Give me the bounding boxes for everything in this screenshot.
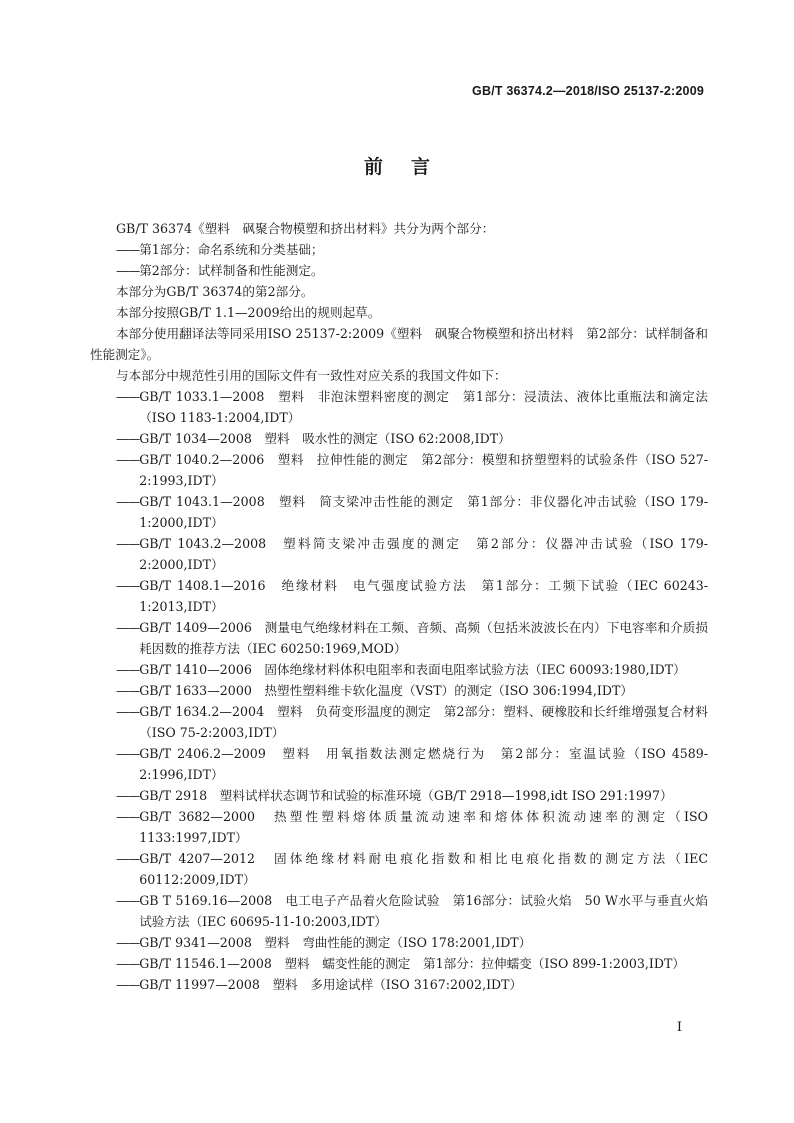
reference-text: GB/T 1034—2008 塑料 吸水性的测定（ISO 62:2008,IDT） (139, 431, 511, 446)
dash-mark: —— (116, 662, 140, 677)
dash-mark: —— (116, 578, 140, 593)
page-title: 前言 (363, 156, 458, 178)
reference-text: GB/T 1410—2006 固体绝缘材料体积电阻率和表面电阻率试验方法（IEC 60093:1980,IDT） (139, 662, 686, 677)
dash-mark: —— (116, 389, 140, 404)
reference-text: GB/T 11997—2008 塑料 多用途试样（ISO 3167:2002,IDT） (139, 977, 523, 992)
reference-text: GB/T 2406.2—2009 塑料 用氧指数法测定燃烧行为 第2部分：室温试验（ISO 4589-2:1996,IDT） (139, 746, 708, 782)
reference-text: GB/T 2918 塑料试样状态调节和试验的标准环境（GB/T 2918—1998,idt ISO 291:1997） (139, 788, 673, 803)
dash-mark: —— (116, 746, 140, 761)
drafting-rules-statement: 本部分按照GB/T 1.1—2009给出的规则起草。 (116, 305, 381, 320)
reference-item (90, 953, 708, 974)
reference-text: GB/T 1408.1—2016 绝缘材料 电气强度试验方法 第1部分：工频下试验（IEC 60243-1:2013,IDT） (139, 578, 708, 614)
reference-text: GB/T 1409—2006 测量电气绝缘材料在工频、音频、高频（包括米波波长在内）下电容率和介质损耗因数的推荐方法（IEC 60250:1969,MOD） (139, 620, 708, 656)
dash-mark: —— (116, 935, 140, 950)
dash-mark: —— (116, 851, 140, 866)
reference-item (90, 449, 708, 491)
reference-text: GB/T 3682—2000 热塑性塑料熔体质量流动速率和熔体体积流动速率的测定（ISO 1133:1997,IDT） (139, 809, 708, 845)
reference-item (90, 848, 708, 890)
reference-text: GB/T 9341—2008 塑料 弯曲性能的测定（ISO 178:2001,IDT） (139, 935, 532, 950)
dash-mark: —— (116, 242, 140, 257)
part-item-text: 第1部分：命名系统和分类基础； (139, 242, 324, 257)
reference-text: GB/T 1634.2—2004 塑料 负荷变形温度的测定 第2部分：塑料、硬橡胶和长纤维增强复合材料（ISO 75-2:2003,IDT） (139, 704, 708, 740)
standard-number-header: GB/T 36374.2—2018/ISO 25137-2:2009 (472, 84, 704, 98)
reference-text: GB/T 1633—2000 热塑性塑料维卡软化温度（VST）的测定（ISO 306:1994,IDT） (139, 683, 633, 698)
reference-item (90, 659, 708, 680)
dash-mark: —— (116, 809, 140, 824)
reference-item (90, 743, 708, 785)
reference-item (90, 701, 708, 743)
dash-mark: —— (116, 431, 140, 446)
reference-item (90, 386, 708, 428)
dash-mark: —— (116, 683, 140, 698)
part-item (90, 239, 708, 260)
reference-item (90, 890, 708, 932)
reference-text: GB/T 1043.2—2008 塑料简支梁冲击强度的测定 第2部分：仪器冲击试验（ISO 179-2:2000,IDT） (139, 536, 708, 572)
reference-text: GB/T 1043.1—2008 塑料 简支梁冲击性能的测定 第1部分：非仪器化冲击试验（ISO 179-1:2000,IDT） (139, 494, 708, 530)
reference-item (90, 617, 708, 659)
dash-mark: —— (116, 956, 140, 971)
adoption-statement: 本部分使用翻译法等同采用ISO 25137-2:2009《塑料 砜聚合物模塑和挤出材料 第2部分：试样制备和性能测定》。 (90, 326, 708, 362)
dash-mark: —— (116, 620, 140, 635)
reference-text: GB/T 1033.1—2008 塑料 非泡沫塑料密度的测定 第1部分：浸渍法、液体比重瓶法和滴定法（ISO 1183-1:2004,IDT） (139, 389, 708, 425)
reference-item (90, 575, 708, 617)
intro-paragraph: GB/T 36374《塑料 砜聚合物模塑和挤出材料》共分为两个部分： (116, 221, 495, 236)
reference-item (90, 974, 708, 995)
part-item (90, 260, 708, 281)
dash-mark: —— (116, 977, 140, 992)
dash-mark: —— (116, 536, 140, 551)
dash-mark: —— (116, 452, 140, 467)
reference-text: GB/T 1040.2—2006 塑料 拉伸性能的测定 第2部分：模塑和挤塑塑料的试验条件（ISO 527-2:1993,IDT） (139, 452, 708, 488)
reference-item (90, 428, 708, 449)
dash-mark: —— (116, 494, 140, 509)
references-intro: 与本部分中规范性引用的国际文件有一致性对应关系的我国文件如下： (116, 368, 507, 383)
reference-text: GB/T 11546.1—2008 塑料 蠕变性能的测定 第1部分：拉伸蠕变（ISO 899-1:2003,IDT） (139, 956, 685, 971)
part-item-text: 第2部分：试样制备和性能测定。 (139, 263, 324, 278)
reference-text: GB T 5169.16—2008 电工电子产品着火危险试验 第16部分：试验火焰 50 W水平与垂直火焰试验方法（IEC 60695-11-10:2003,IDT） (139, 893, 708, 929)
dash-mark: —— (116, 893, 140, 908)
page-number: I (676, 1020, 682, 1035)
part-statement: 本部分为GB/T 36374的第2部分。 (116, 284, 314, 299)
foreword-body (90, 218, 708, 995)
reference-item (90, 533, 708, 575)
reference-item (90, 932, 708, 953)
reference-item (90, 680, 708, 701)
reference-item (90, 491, 708, 533)
reference-list (90, 386, 708, 995)
reference-text: GB/T 4207—2012 固体绝缘材料耐电痕化指数和相比电痕化指数的测定方法（IEC 60112:2009,IDT） (139, 851, 708, 887)
dash-mark: —— (116, 263, 140, 278)
reference-item (90, 785, 708, 806)
dash-mark: —— (116, 788, 140, 803)
reference-item (90, 806, 708, 848)
dash-mark: —— (116, 704, 140, 719)
